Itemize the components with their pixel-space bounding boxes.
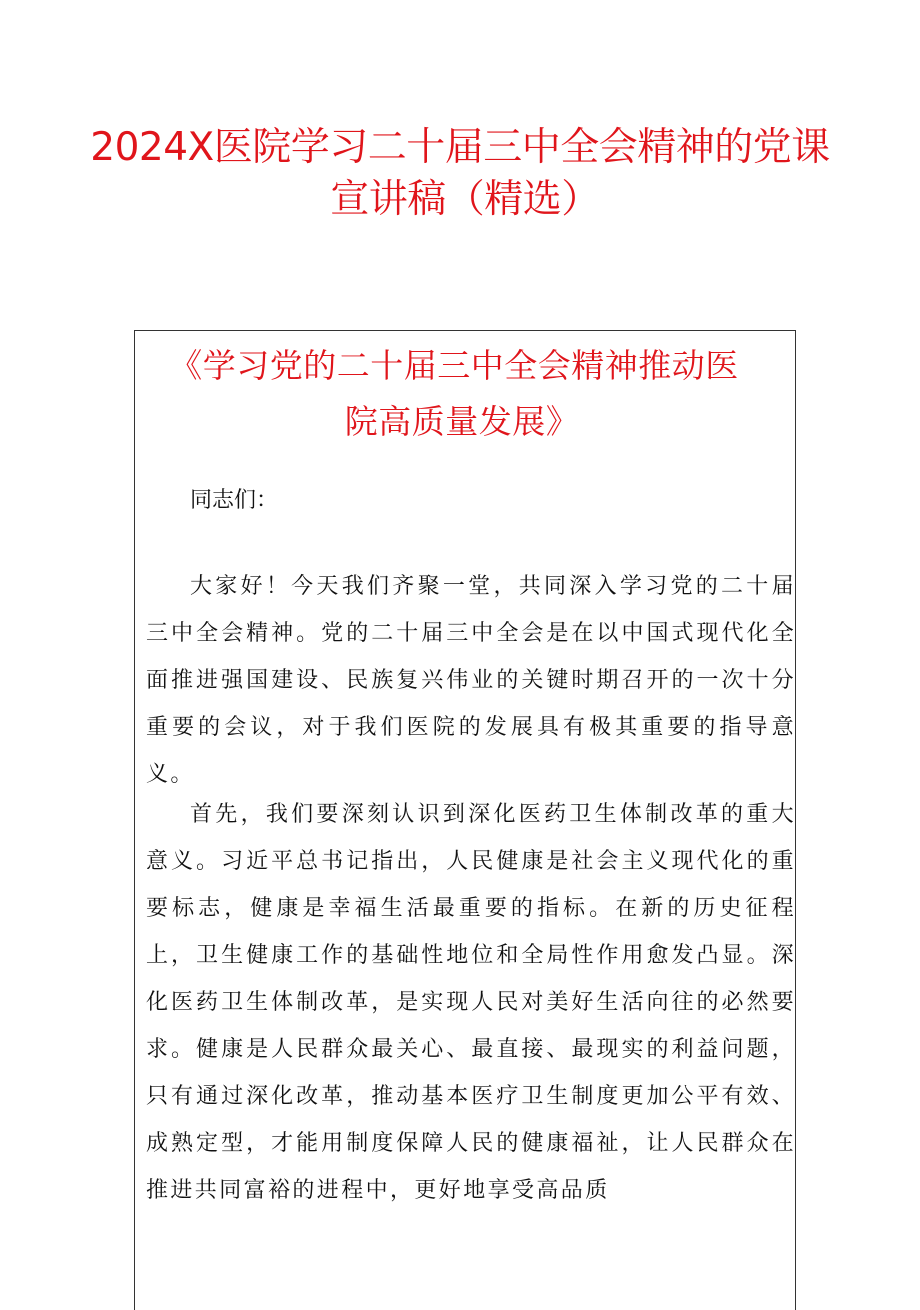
speech-title-line-2: 院高质量发展》 [344, 402, 580, 441]
speech-title-line-1: 《学习党的二十届三中全会精神推动医 [169, 346, 739, 385]
document-title-line-1: 2024X医院学习二十届三中全会精神的党课 [90, 125, 830, 170]
speech-title [0, 338, 920, 450]
paragraph-1: 大家好！今天我们齐聚一堂，共同深入学习党的二十届三中全会精神。党的二十届三中全会是在以中国式现代化全面推进强国建设、民族复兴伟业的关键时期召开的一次十分重要的会议，对于我们医院的发展具有极其重要的指导意义。 [146, 574, 796, 787]
document-title-line-2: 宣讲稿（精选） [330, 177, 600, 222]
greeting: 同志们： [190, 488, 279, 513]
paragraph-2: 首先，我们要深刻认识到深化医药卫生体制改革的重大意义。习近平总书记指出，人民健康是社会主义现代化的重要标志，健康是幸福生活最重要的指标。在新的历史征程上，卫生健康工作的基础性地位和全局性作用愈发凸显。深化医药卫生体制改革，是实现人民对美好生活向往的必然要求。健康是人民群众最关心、最直接、最现实的利益问题，只有通过深化改革，推动基本医疗卫生制度更加公平有效、成熟定型，才能用制度保障人民的健康福祉，让人民群众在推进共同富裕的进程中，更好地享受高品质 [146, 802, 796, 1203]
document-title [0, 122, 920, 226]
